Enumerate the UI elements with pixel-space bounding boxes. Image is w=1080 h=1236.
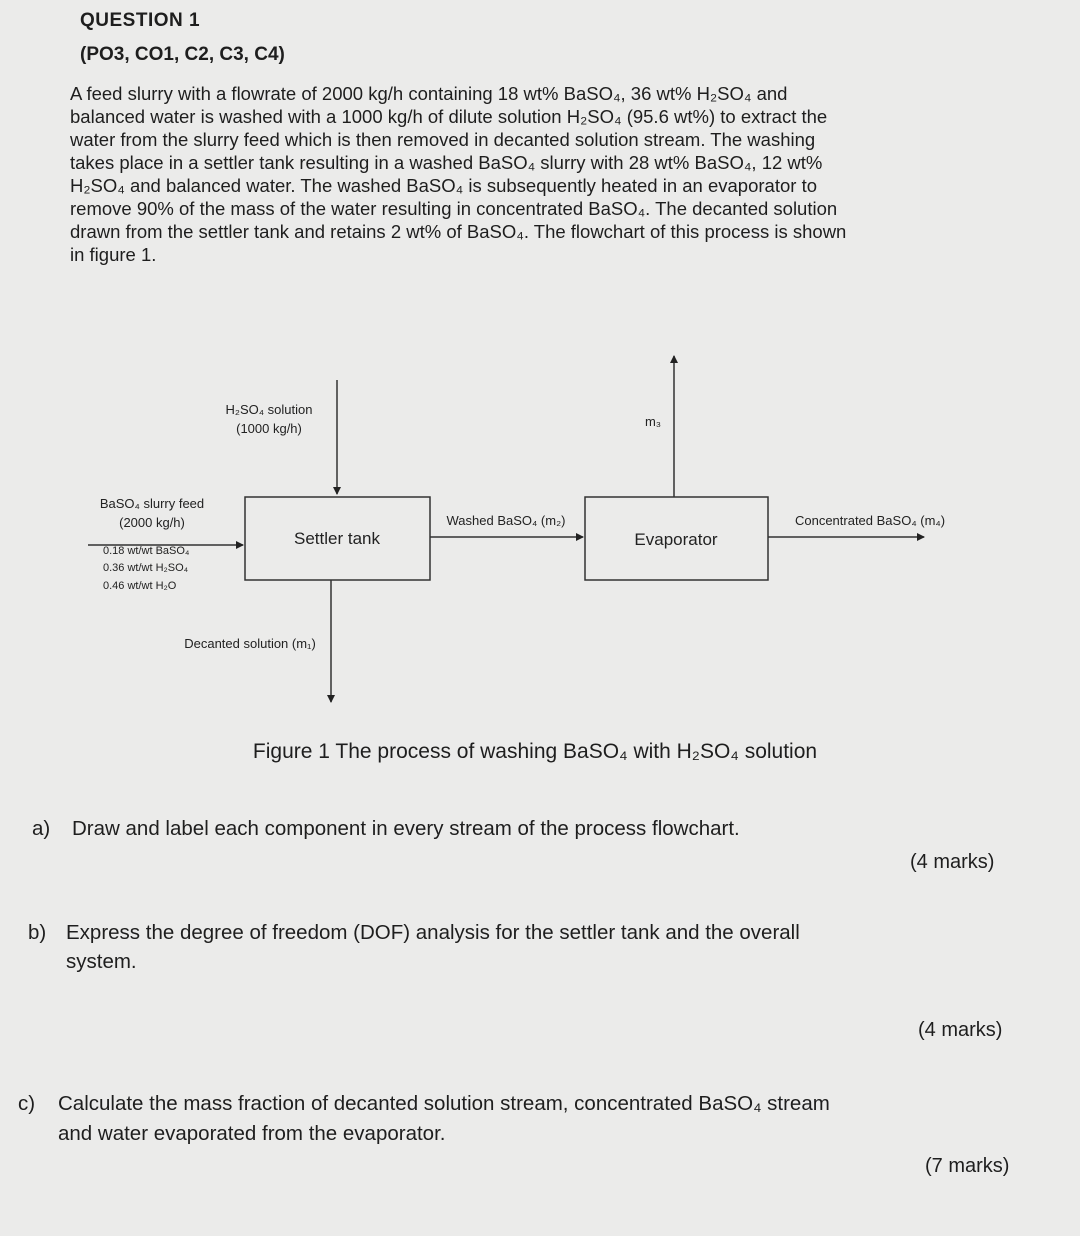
statement-line: drawn from the settler tank and retains 2 wt% of BaSO₄. The flowchart of this process is shown [70,221,847,242]
part-c-text-line1: Calculate the mass fraction of decanted solution stream, concentrated BaSO₄ stream [58,1092,830,1115]
question-title: QUESTION 1 [80,10,201,31]
feed-label: BaSO₄ slurry feed [99,496,205,511]
part-a-marks: (4 marks) [910,851,995,873]
part-c-label: c) [18,1092,36,1115]
statement-line: remove 90% of the mass of the water resulting in concentrated BaSO₄. The decanted solution [70,198,838,219]
part-b-text-line2: system. [66,950,137,973]
feed-rate-label: (2000 kg/h) [119,515,185,530]
part-b-marks: (4 marks) [918,1019,1003,1041]
statement-line: in figure 1. [70,244,157,265]
feed-composition-h2so4: 0.36 wt/wt H₂SO₄ [103,562,189,574]
part-b-label: b) [28,921,47,944]
statement-line: A feed slurry with a flowrate of 2000 kg/h containing 18 wt% BaSO₄, 36 wt% H₂SO₄ and [70,83,788,104]
statement-line: H₂SO₄ and balanced water. The washed BaSO₄ is subsequently heated in an evaporator to [70,175,817,196]
settler-tank-label: Settler tank [294,529,380,548]
part-c-text-line2: and water evaporated from the evaporator. [58,1122,446,1145]
washed-stream-label: Washed BaSO₄ (m₂) [446,513,566,528]
part-c-marks: (7 marks) [925,1155,1010,1177]
figure-caption: Figure 1 The process of washing BaSO₄ with H₂SO₄ solution [252,740,818,763]
statement-line: water from the slurry feed which is then removed in decanted solution stream. The washing [70,129,816,150]
decanted-stream-label: Decanted solution (m₁) [184,636,316,651]
part-b-text-line1: Express the degree of freedom (DOF) analysis for the settler tank and the overall [66,921,800,944]
evaporator-label: Evaporator [634,530,718,549]
part-a-text: Draw and label each component in every stream of the process flowchart. [72,817,740,840]
problem-statement [70,82,980,266]
feed-composition-h2o: 0.46 wt/wt H₂O [103,580,177,592]
statement-line: takes place in a settler tank resulting in a washed BaSO₄ slurry with 28 wt% BaSO₄, 12 wt% [70,152,823,173]
question-codes: (PO3, CO1, C2, C3, C4) [80,44,285,65]
statement-line: balanced water is washed with a 1000 kg/h of dilute solution H₂SO₄ (95.6 wt%) to extract the [70,106,828,127]
process-flowchart [0,340,1080,720]
h2so4-solution-label: H₂SO₄ solution [225,402,313,417]
m3-label: m₃ [644,414,662,429]
concentrated-stream-label: Concentrated BaSO₄ (m₄) [794,513,946,528]
h2so4-rate-label: (1000 kg/h) [236,421,302,436]
feed-composition-baso4: 0.18 wt/wt BaSO₄ [103,545,190,557]
part-a-label: a) [32,817,51,840]
